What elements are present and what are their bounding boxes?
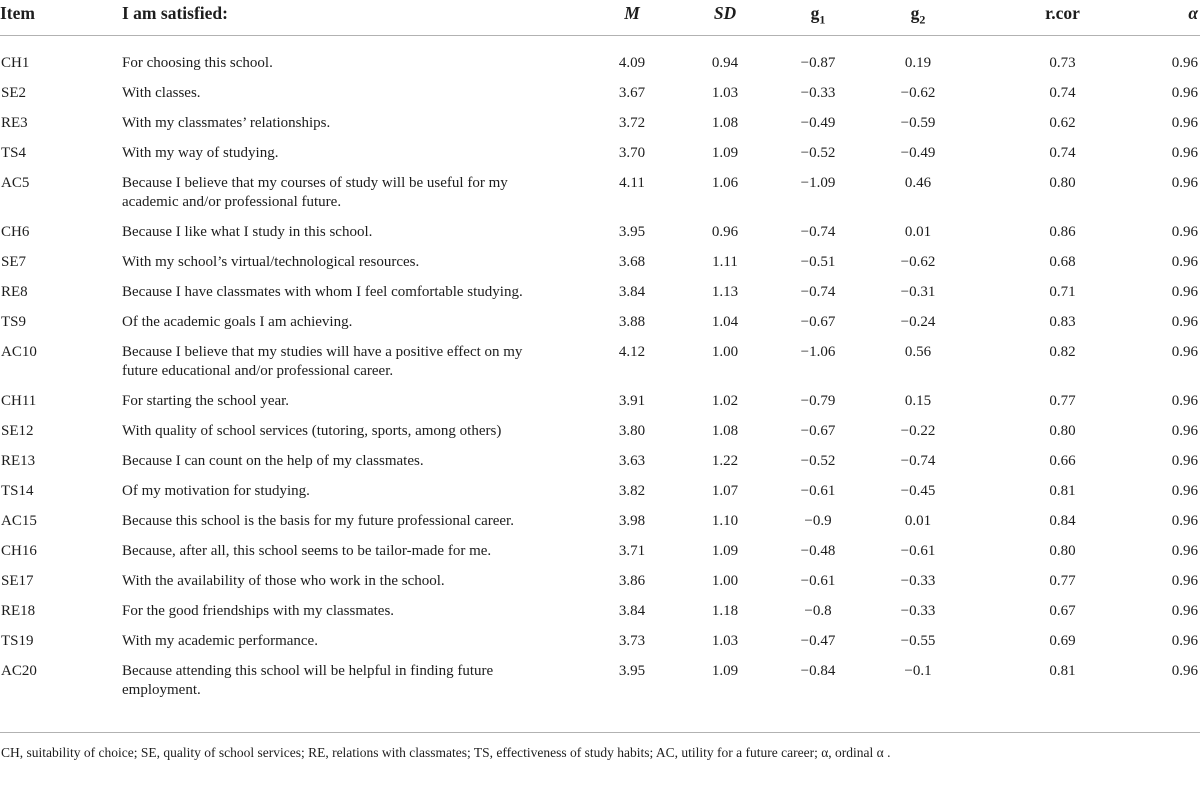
cell-skewness: −0.79 [800, 393, 836, 409]
cell-mean: 3.68 [618, 254, 646, 270]
cell-skewness: −0.49 [800, 115, 836, 131]
col-header-item: Item [0, 0, 122, 36]
cell-skewness: −0.51 [800, 254, 836, 270]
col-header-alpha: α [1162, 0, 1200, 36]
table-body [0, 36, 1200, 707]
cell-rcor: 0.69 [1049, 633, 1076, 649]
table-row [0, 109, 1200, 139]
cell-alpha: 0.96 [1171, 55, 1198, 71]
cell-kurtosis: −0.49 [900, 145, 936, 161]
cell-kurtosis: −0.61 [900, 543, 936, 559]
cell-skewness: −0.9 [804, 513, 832, 529]
cell-rcor: 0.83 [1049, 314, 1076, 330]
cell-kurtosis: 0.56 [904, 344, 932, 360]
cell-item-code: AC20 [1, 663, 37, 679]
cell-mean: 3.84 [618, 603, 646, 619]
table-row [0, 169, 1200, 218]
cell-item-code: TS9 [1, 314, 27, 330]
cell-mean: 3.86 [618, 573, 646, 589]
cell-kurtosis: 0.46 [904, 175, 932, 191]
cell-statement: For starting the school year. [122, 393, 290, 409]
cell-skewness: −0.84 [800, 663, 836, 679]
cell-skewness: −0.47 [800, 633, 836, 649]
cell-sd: 1.07 [711, 483, 739, 499]
cell-mean: 4.12 [618, 344, 646, 360]
cell-skewness: −0.33 [800, 85, 836, 101]
cell-item-code: SE2 [1, 85, 27, 101]
cell-alpha: 0.96 [1171, 145, 1198, 161]
col-header-skewness-g1 [763, 0, 873, 36]
cell-sd: 0.96 [711, 224, 739, 240]
cell-alpha: 0.96 [1171, 344, 1198, 360]
cell-item-code: RE18 [1, 603, 36, 619]
cell-statement: With classes. [122, 85, 201, 101]
cell-rcor: 0.66 [1049, 453, 1076, 469]
col-header-statement: I am satisfied: [122, 0, 577, 36]
cell-alpha: 0.96 [1171, 254, 1198, 270]
table-row [0, 218, 1200, 248]
cell-item-code: CH11 [1, 393, 37, 409]
cell-mean: 3.82 [618, 483, 646, 499]
cell-alpha: 0.96 [1171, 115, 1198, 131]
cell-item-code: AC10 [1, 344, 37, 360]
cell-skewness: −0.74 [800, 224, 836, 240]
cell-kurtosis: −0.59 [900, 115, 936, 131]
cell-rcor: 0.77 [1049, 573, 1076, 589]
cell-statement: With my classmates’ relationships. [122, 115, 331, 131]
cell-item-code: TS19 [1, 633, 34, 649]
cell-alpha: 0.96 [1171, 573, 1198, 589]
table-row [0, 36, 1200, 80]
cell-skewness: −0.61 [800, 573, 836, 589]
cell-alpha: 0.96 [1171, 393, 1198, 409]
cell-sd: 1.03 [711, 633, 739, 649]
table-row [0, 657, 1200, 706]
cell-skewness: −0.8 [804, 603, 832, 619]
cell-item-code: SE12 [1, 423, 34, 439]
cell-alpha: 0.96 [1171, 543, 1198, 559]
cell-sd: 1.10 [711, 513, 739, 529]
cell-rcor: 0.73 [1049, 55, 1076, 71]
cell-sd: 1.09 [711, 663, 739, 679]
cell-mean: 3.73 [618, 633, 646, 649]
cell-rcor: 0.77 [1049, 393, 1076, 409]
cell-skewness: −1.09 [800, 175, 836, 191]
table-row [0, 447, 1200, 477]
cell-statement: Because this school is the basis for my future professional career. [122, 513, 514, 529]
cell-item-code: CH16 [1, 543, 37, 559]
cell-sd: 1.18 [711, 603, 739, 619]
cell-statement: For the good friendships with my classmates. [122, 603, 395, 619]
cell-skewness: −0.87 [800, 55, 836, 71]
cell-item-code: CH6 [1, 224, 30, 240]
cell-mean: 3.95 [618, 663, 646, 679]
cell-rcor: 0.68 [1049, 254, 1076, 270]
cell-statement: With my way of studying. [122, 145, 279, 161]
cell-sd: 1.03 [711, 85, 739, 101]
cell-skewness: −0.48 [800, 543, 836, 559]
cell-skewness: −0.52 [800, 145, 836, 161]
cell-alpha: 0.96 [1171, 423, 1198, 439]
table-footnote: CH, suitability of choice; SE, quality of school services; RE, relations with classmates; TS, effectiveness of study habits; AC, utility for a future career; α, ordinal α . [0, 732, 1200, 761]
cell-statement: With quality of school services (tutoring, sports, among others) [122, 423, 502, 439]
cell-alpha: 0.96 [1171, 453, 1198, 469]
cell-mean: 3.95 [618, 224, 646, 240]
cell-skewness: −0.52 [800, 453, 836, 469]
cell-kurtosis: −0.55 [900, 633, 936, 649]
cell-rcor: 0.80 [1049, 543, 1076, 559]
cell-mean: 3.67 [618, 85, 646, 101]
table-row [0, 139, 1200, 169]
cell-statement: Because attending this school will be helpful in finding future employment. [122, 663, 494, 698]
cell-kurtosis: −0.31 [900, 284, 936, 300]
cell-item-code: AC5 [1, 175, 30, 191]
cell-item-code: RE3 [1, 115, 28, 131]
g1-base: g [810, 3, 820, 23]
cell-rcor: 0.84 [1049, 513, 1076, 529]
cell-rcor: 0.71 [1049, 284, 1076, 300]
cell-mean: 3.91 [618, 393, 646, 409]
g1-subscript: 1 [819, 12, 826, 27]
cell-statement: Of the academic goals I am achieving. [122, 314, 353, 330]
table-row [0, 507, 1200, 537]
cell-item-code: TS4 [1, 145, 27, 161]
cell-statement: Because I can count on the help of my classmates. [122, 453, 424, 469]
cell-sd: 1.04 [711, 314, 739, 330]
col-header-kurtosis-g2 [873, 0, 963, 36]
cell-rcor: 0.80 [1049, 175, 1076, 191]
cell-alpha: 0.96 [1171, 314, 1198, 330]
table-row [0, 477, 1200, 507]
cell-alpha: 0.96 [1171, 284, 1198, 300]
cell-sd: 1.22 [711, 453, 739, 469]
cell-alpha: 0.96 [1171, 224, 1198, 240]
cell-item-code: RE13 [1, 453, 36, 469]
cell-mean: 3.70 [618, 145, 646, 161]
cell-rcor: 0.80 [1049, 423, 1076, 439]
cell-mean: 3.84 [618, 284, 646, 300]
cell-item-code: SE7 [1, 254, 27, 270]
cell-kurtosis: −0.62 [900, 85, 936, 101]
table-row [0, 387, 1200, 417]
cell-statement: Of my motivation for studying. [122, 483, 310, 499]
cell-kurtosis: 0.19 [904, 55, 932, 71]
cell-kurtosis: −0.62 [900, 254, 936, 270]
table-row [0, 338, 1200, 387]
cell-sd: 1.02 [711, 393, 739, 409]
cell-kurtosis: 0.01 [904, 513, 932, 529]
table-row [0, 597, 1200, 627]
cell-kurtosis: −0.1 [904, 663, 932, 679]
cell-mean: 3.72 [618, 115, 646, 131]
cell-item-code: AC15 [1, 513, 37, 529]
cell-mean: 4.11 [619, 175, 645, 191]
cell-sd: 1.08 [711, 115, 739, 131]
cell-statement: Because I believe that my courses of study will be useful for my academic and/or professional future. [122, 175, 508, 210]
cell-statement: Because I have classmates with whom I feel comfortable studying. [122, 284, 523, 300]
cell-kurtosis: −0.24 [900, 314, 936, 330]
cell-sd: 1.11 [712, 254, 738, 270]
cell-alpha: 0.96 [1171, 483, 1198, 499]
table-row [0, 627, 1200, 657]
cell-item-code: RE8 [1, 284, 28, 300]
cell-mean: 4.09 [618, 55, 646, 71]
cell-mean: 3.98 [618, 513, 646, 529]
cell-kurtosis: −0.33 [900, 573, 936, 589]
cell-rcor: 0.67 [1049, 603, 1076, 619]
cell-skewness: −0.74 [800, 284, 836, 300]
header-row [0, 0, 1200, 36]
cell-mean: 3.80 [618, 423, 646, 439]
table-row [0, 79, 1200, 109]
table-row [0, 308, 1200, 338]
cell-statement: Because, after all, this school seems to be tailor-made for me. [122, 543, 492, 559]
g2-base: g [910, 3, 920, 23]
cell-kurtosis: −0.33 [900, 603, 936, 619]
cell-rcor: 0.81 [1049, 663, 1076, 679]
cell-alpha: 0.96 [1171, 663, 1198, 679]
cell-rcor: 0.62 [1049, 115, 1076, 131]
cell-mean: 3.88 [618, 314, 646, 330]
cell-sd: 1.08 [711, 423, 739, 439]
cell-sd: 1.13 [711, 284, 739, 300]
cell-statement: With the availability of those who work in the school. [122, 573, 445, 589]
cell-statement: With my academic performance. [122, 633, 318, 649]
cell-skewness: −0.67 [800, 314, 836, 330]
cell-alpha: 0.96 [1171, 513, 1198, 529]
cell-kurtosis: −0.74 [900, 453, 936, 469]
table-row [0, 537, 1200, 567]
cell-rcor: 0.86 [1049, 224, 1076, 240]
cell-sd: 1.09 [711, 145, 739, 161]
cell-rcor: 0.82 [1049, 344, 1076, 360]
cell-statement: Because I like what I study in this school. [122, 224, 373, 240]
cell-item-code: CH1 [1, 55, 30, 71]
cell-sd: 1.09 [711, 543, 739, 559]
cell-mean: 3.71 [618, 543, 646, 559]
cell-item-code: SE17 [1, 573, 34, 589]
cell-rcor: 0.74 [1049, 145, 1076, 161]
cell-sd: 0.94 [711, 55, 739, 71]
col-header-mean: M [577, 0, 687, 36]
table-row [0, 278, 1200, 308]
cell-statement: For choosing this school. [122, 55, 273, 71]
cell-alpha: 0.96 [1171, 175, 1198, 191]
cell-alpha: 0.96 [1171, 603, 1198, 619]
cell-item-code: TS14 [1, 483, 34, 499]
cell-alpha: 0.96 [1171, 633, 1198, 649]
cell-kurtosis: 0.15 [904, 393, 932, 409]
col-header-rcor: r.cor [963, 0, 1162, 36]
cell-kurtosis: −0.22 [900, 423, 936, 439]
cell-alpha: 0.96 [1171, 85, 1198, 101]
cell-mean: 3.63 [618, 453, 646, 469]
col-header-sd: SD [687, 0, 763, 36]
cell-skewness: −0.61 [800, 483, 836, 499]
cell-kurtosis: −0.45 [900, 483, 936, 499]
table-row [0, 248, 1200, 278]
cell-statement: Because I believe that my studies will have a positive effect on my future educational and/or professional career. [122, 344, 523, 379]
cell-kurtosis: 0.01 [904, 224, 932, 240]
g2-subscript: 2 [919, 12, 926, 27]
cell-sd: 1.00 [711, 573, 739, 589]
cell-rcor: 0.74 [1049, 85, 1076, 101]
cell-skewness: −1.06 [800, 344, 836, 360]
cell-rcor: 0.81 [1049, 483, 1076, 499]
table-row [0, 567, 1200, 597]
cell-sd: 1.00 [711, 344, 739, 360]
cell-sd: 1.06 [711, 175, 739, 191]
table-row [0, 417, 1200, 447]
cell-skewness: −0.67 [800, 423, 836, 439]
cell-statement: With my school’s virtual/technological resources. [122, 254, 420, 270]
